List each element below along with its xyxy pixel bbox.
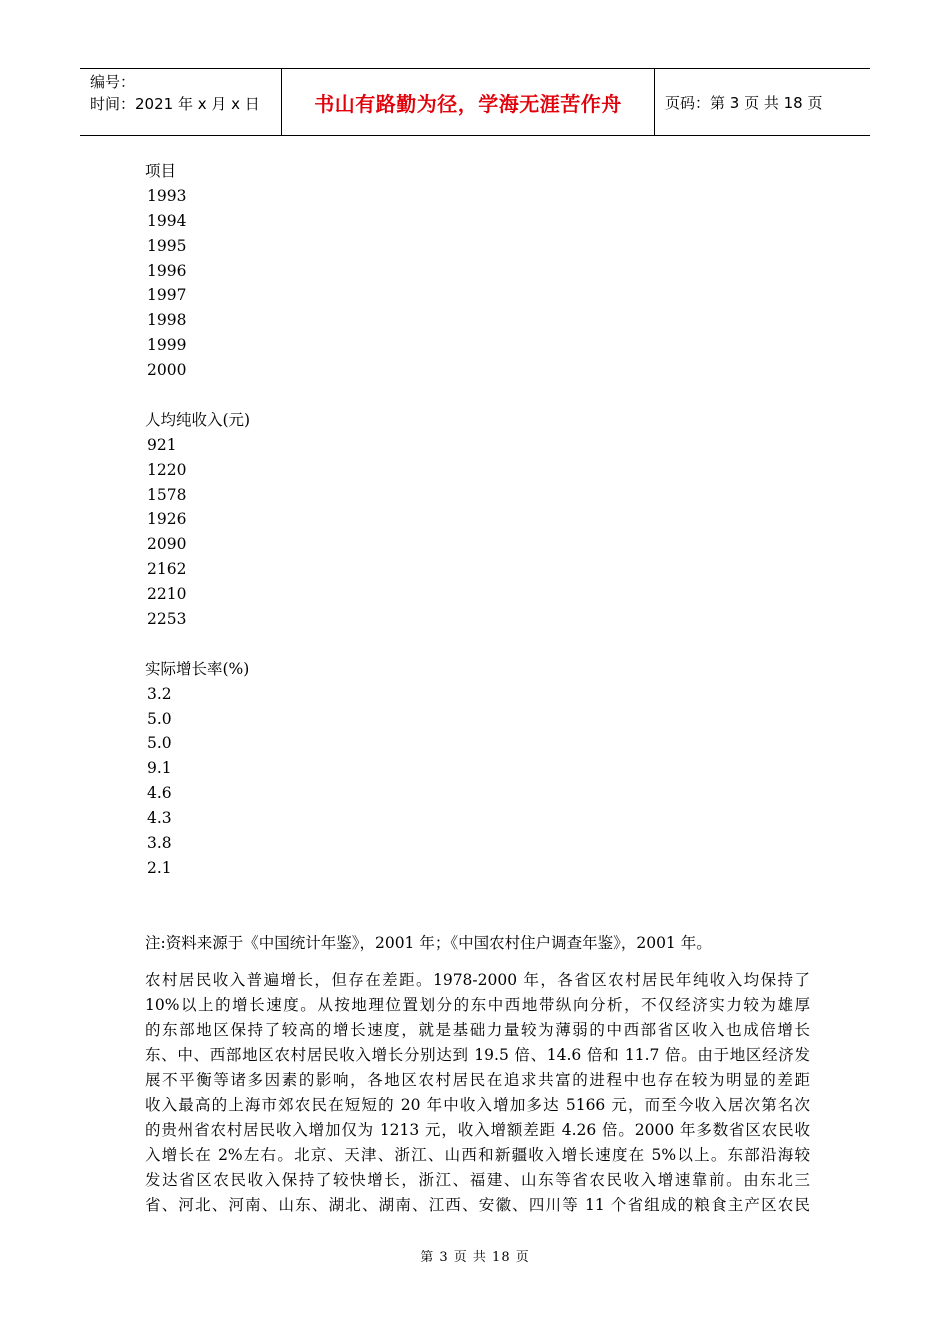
paragraph-line: 收入最高的上海市郊农民在短短的 20 年中收入增加多达 5166 元，而至今收入居次第名次 [145,1095,810,1114]
page-header [80,68,870,136]
table-cell-income: 921 [147,435,177,454]
table-cell-income: 1926 [147,510,187,529]
table-cell-growth: 3.2 [147,684,172,703]
table-cell-year: 1996 [147,261,187,280]
table-cell-growth: 5.0 [147,734,172,753]
source-note: 注:资料来源于《中国统计年鉴》，2001 年；《中国农村住户调查年鉴》，2001 年。 [145,933,712,952]
paragraph-line: 东、中、西部地区农村居民收入增长分别达到 19.5 倍、14.6 倍和 11.7 倍。由于地区经济发 [145,1045,810,1064]
paragraph-line: 的贵州省农村居民收入增加仅为 1213 元，收入增额差距 4.26 倍。2000 年多数省区农民收 [145,1120,810,1139]
table-cell-income: 2253 [147,610,187,629]
table-cell-growth: 9.1 [147,759,172,778]
doc-date-label: 时间：2021 年 x 月 x 日 [90,95,260,113]
header-motto: 书山有路勤为径，学海无涯苦作舟 [282,69,655,135]
paragraph-line: 的东部地区保持了较高的增长速度，就是基础力量较为薄弱的中西部省区收入也成倍增长 [145,1020,810,1039]
table-cell-income: 2162 [147,560,187,579]
table-cell-year: 1998 [147,311,187,330]
table-cell-growth: 5.0 [147,709,172,728]
paragraph-line: 省、河北、河南、山东、湖北、湖南、江西、安徽、四川等 11 个省组成的粮食主产区农民 [145,1195,810,1214]
table-cell-year: 1994 [147,211,187,230]
table-cell-year: 1999 [147,336,187,355]
data-table [145,159,810,881]
table-cell-year: 1993 [147,186,187,205]
document-body [145,159,810,1218]
table-cell-year: 1997 [147,286,187,305]
table-cell-growth: 3.8 [147,834,172,853]
table-cell-income: 2090 [147,535,187,554]
paragraph-line: 展不平衡等诸多因素的影响，各地区农村居民在追求共富的进程中也存在较为明显的差距 [145,1070,810,1089]
doc-number-label: 编号： [90,73,136,91]
table-cell-income: 1220 [147,460,187,479]
paragraph-line: 农村居民收入普遍增长，但存在差距。1978-2000 年，各省区农村居民年纯收入均保持了 [145,970,810,989]
table-column-title: 项目 [145,162,177,180]
table-cell-growth: 4.3 [147,809,172,828]
paragraph-line: 发达省区农民收入保持了较快增长，浙江、福建、山东等省农民收入增速靠前。由东北三 [145,1170,810,1189]
paragraph-line: 入增长在 2%左右。北京、天津、浙江、山西和新疆收入增长速度在 5%以上。东部沿海较 [145,1145,810,1164]
paragraph-line: 10%以上的增长速度。从按地理位置划分的东中西地带纵向分析，不仅经济实力较为雄厚 [145,995,810,1014]
table-cell-growth: 4.6 [147,784,172,803]
header-meta [80,69,282,135]
table-cell-growth: 2.1 [147,858,172,877]
table-cell-year: 1995 [147,236,187,255]
body-paragraph [145,968,810,1218]
page-footer: 第 3 页 共 18 页 [420,1250,530,1265]
table-cell-income: 2210 [147,585,187,604]
table-cell-income: 1578 [147,485,187,504]
table-column-title: 人均纯收入(元) [145,410,251,429]
table-column-title: 实际增长率(%) [145,659,250,678]
table-cell-year: 2000 [147,361,187,380]
header-page-label: 页码：第 3 页 共 18 页 [665,93,823,112]
